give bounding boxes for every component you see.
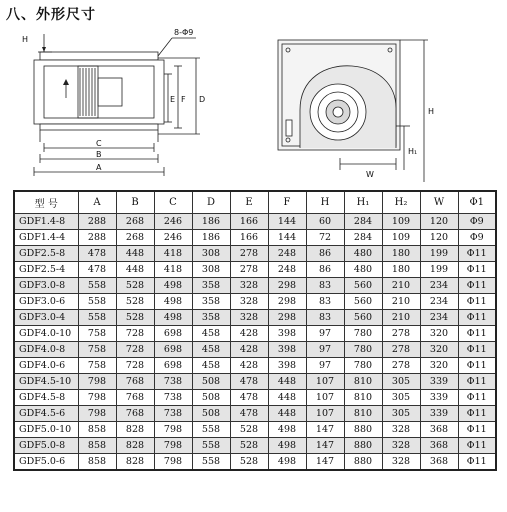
- dimension-cell: 83: [306, 294, 344, 310]
- front-dim-h-label: H: [428, 107, 435, 116]
- dimension-cell: 278: [382, 342, 420, 358]
- dimension-cell: 798: [154, 454, 192, 471]
- dimension-cell: 248: [268, 262, 306, 278]
- dimension-cell: 339: [420, 374, 458, 390]
- dimension-cell: 560: [344, 278, 382, 294]
- dim-e-label: E: [170, 95, 176, 104]
- dimension-cell: 448: [268, 374, 306, 390]
- dimension-cell: 246: [154, 230, 192, 246]
- dimension-cell: 180: [382, 262, 420, 278]
- dimension-cell: 210: [382, 278, 420, 294]
- dimension-cell: 828: [116, 438, 154, 454]
- dim-b-label: B: [96, 150, 102, 159]
- dimension-cell: 858: [78, 438, 116, 454]
- dimension-cell: 210: [382, 310, 420, 326]
- dimension-cell: 498: [268, 454, 306, 471]
- dimension-cell: 398: [268, 342, 306, 358]
- dimension-cell: 780: [344, 326, 382, 342]
- dimension-cell: 166: [230, 230, 268, 246]
- dimension-cell: 528: [230, 422, 268, 438]
- table-row: [14, 326, 496, 342]
- dimension-cell: 448: [116, 262, 154, 278]
- dimension-cell: 234: [420, 310, 458, 326]
- dimension-cell: 107: [306, 374, 344, 390]
- hole-spec-label: 8-Φ9: [174, 28, 194, 37]
- dimension-cell: 72: [306, 230, 344, 246]
- model-cell: GDF4.0-10: [14, 326, 78, 342]
- model-cell: GDF2.5-4: [14, 262, 78, 278]
- dimension-cell: 234: [420, 294, 458, 310]
- dimension-cell: 358: [192, 310, 230, 326]
- header-b: B: [116, 191, 154, 214]
- dimension-cell: 480: [344, 262, 382, 278]
- dimension-cell: 109: [382, 214, 420, 230]
- dimension-cell: 328: [382, 454, 420, 471]
- dimension-cell: 328: [230, 294, 268, 310]
- dimension-cell: 120: [420, 214, 458, 230]
- dimension-cell: 398: [268, 358, 306, 374]
- table-row: [14, 358, 496, 374]
- dimension-cell: 828: [116, 422, 154, 438]
- table-row: [14, 374, 496, 390]
- dimension-cell: 798: [78, 406, 116, 422]
- table-body: [14, 214, 496, 471]
- dimension-cell: 810: [344, 374, 382, 390]
- dimension-cell: 199: [420, 262, 458, 278]
- dimension-cell: Φ11: [458, 246, 496, 262]
- dimension-cell: 268: [116, 214, 154, 230]
- dimension-cell: 498: [268, 422, 306, 438]
- dimension-cell: 288: [78, 230, 116, 246]
- dimension-cell: 828: [116, 454, 154, 471]
- dimension-cell: 768: [116, 406, 154, 422]
- dimension-cell: 248: [268, 246, 306, 262]
- dim-a-label: A: [96, 163, 102, 172]
- dimension-cell: 508: [192, 406, 230, 422]
- dimension-cell: 478: [230, 374, 268, 390]
- dimension-cell: 478: [78, 246, 116, 262]
- dimension-cell: 107: [306, 406, 344, 422]
- dimension-cell: 97: [306, 326, 344, 342]
- dimension-cell: 810: [344, 390, 382, 406]
- dimension-cell: 398: [268, 326, 306, 342]
- dimension-cell: 508: [192, 390, 230, 406]
- dimension-cell: Φ9: [458, 230, 496, 246]
- dimension-cell: 448: [268, 390, 306, 406]
- dimension-cell: 144: [268, 230, 306, 246]
- dimension-cell: 298: [268, 310, 306, 326]
- dimension-cell: 558: [192, 438, 230, 454]
- dimension-cell: 478: [230, 390, 268, 406]
- dimension-cell: 698: [154, 342, 192, 358]
- dimension-cell: 358: [192, 294, 230, 310]
- model-cell: GDF5.0-6: [14, 454, 78, 471]
- table-row: [14, 390, 496, 406]
- dimension-cell: 728: [116, 342, 154, 358]
- dimension-cell: 339: [420, 406, 458, 422]
- dimension-cell: 186: [192, 230, 230, 246]
- dimension-cell: 144: [268, 214, 306, 230]
- dimension-cell: 428: [230, 342, 268, 358]
- dimension-cell: 328: [230, 278, 268, 294]
- dimension-cell: 558: [192, 454, 230, 471]
- table-row: [14, 310, 496, 326]
- dimension-cell: 199: [420, 246, 458, 262]
- dimension-cell: 305: [382, 390, 420, 406]
- model-cell: GDF5.0-8: [14, 438, 78, 454]
- dimension-cell: 768: [116, 390, 154, 406]
- dimension-cell: 86: [306, 246, 344, 262]
- dimension-cell: Φ11: [458, 326, 496, 342]
- dim-c-label: C: [96, 139, 102, 148]
- table-row: [14, 214, 496, 230]
- dimension-cell: 558: [78, 278, 116, 294]
- dimension-cell: 478: [230, 406, 268, 422]
- table-row: [14, 454, 496, 471]
- dimension-cell: Φ9: [458, 214, 496, 230]
- header-d: D: [192, 191, 230, 214]
- dimension-cell: 284: [344, 214, 382, 230]
- dimension-cell: 558: [78, 310, 116, 326]
- dimension-cell: 60: [306, 214, 344, 230]
- dimension-cell: 768: [116, 374, 154, 390]
- dimension-cell: 368: [420, 422, 458, 438]
- dimension-cell: 558: [192, 422, 230, 438]
- dimension-cell: 560: [344, 310, 382, 326]
- dimension-cell: 880: [344, 422, 382, 438]
- table-row: [14, 438, 496, 454]
- dimension-cell: 278: [230, 246, 268, 262]
- dimension-cell: 498: [154, 294, 192, 310]
- dimension-cell: 418: [154, 246, 192, 262]
- dimension-cell: 508: [192, 374, 230, 390]
- side-view-drawing: [34, 34, 200, 176]
- dimension-cell: 798: [78, 390, 116, 406]
- dimension-cell: 528: [230, 454, 268, 471]
- dimension-cell: 458: [192, 358, 230, 374]
- dimension-cell: 728: [116, 358, 154, 374]
- dimension-cell: 528: [116, 278, 154, 294]
- table-row: [14, 422, 496, 438]
- dimension-cell: 234: [420, 278, 458, 294]
- dimension-cell: Φ11: [458, 422, 496, 438]
- dimension-cell: 738: [154, 374, 192, 390]
- dimension-cell: 738: [154, 390, 192, 406]
- dimension-cell: 358: [192, 278, 230, 294]
- table-row: [14, 262, 496, 278]
- dimension-cell: 284: [344, 230, 382, 246]
- dimension-cell: 278: [382, 358, 420, 374]
- dimension-cell: 97: [306, 358, 344, 374]
- dimension-cell: Φ11: [458, 390, 496, 406]
- dimension-cell: Φ11: [458, 406, 496, 422]
- dimension-cell: 305: [382, 374, 420, 390]
- dimension-cell: 858: [78, 454, 116, 471]
- dimension-cell: Φ11: [458, 438, 496, 454]
- dimension-cell: 288: [78, 214, 116, 230]
- dimension-cell: 368: [420, 438, 458, 454]
- dimension-table: [13, 190, 497, 471]
- dimension-cell: 528: [116, 310, 154, 326]
- dimension-cell: 428: [230, 326, 268, 342]
- dimension-cell: 120: [420, 230, 458, 246]
- dimension-cell: 458: [192, 326, 230, 342]
- dimension-cell: 328: [382, 438, 420, 454]
- dimension-cell: 448: [268, 406, 306, 422]
- dimension-cell: 418: [154, 262, 192, 278]
- dimension-cell: 320: [420, 342, 458, 358]
- dimension-cell: Φ11: [458, 358, 496, 374]
- dimension-cell: 858: [78, 422, 116, 438]
- dimension-cell: 107: [306, 390, 344, 406]
- table-row: [14, 294, 496, 310]
- dimension-cell: 97: [306, 342, 344, 358]
- dimension-cell: 698: [154, 326, 192, 342]
- header-model: 型 号: [14, 191, 78, 214]
- dimension-cell: 758: [78, 358, 116, 374]
- model-cell: GDF2.5-8: [14, 246, 78, 262]
- dimension-cell: 320: [420, 326, 458, 342]
- dimension-cell: 147: [306, 422, 344, 438]
- dimension-cell: Φ11: [458, 454, 496, 471]
- dimension-cell: 480: [344, 246, 382, 262]
- dimension-cell: 147: [306, 454, 344, 471]
- table-row: [14, 406, 496, 422]
- model-cell: GDF3.0-8: [14, 278, 78, 294]
- dimension-cell: 246: [154, 214, 192, 230]
- header-e: E: [230, 191, 268, 214]
- dimension-cell: 109: [382, 230, 420, 246]
- dimension-cell: 498: [154, 278, 192, 294]
- dimension-cell: 528: [230, 438, 268, 454]
- dimension-cell: 339: [420, 390, 458, 406]
- dimension-cell: Φ11: [458, 262, 496, 278]
- dimension-cell: 780: [344, 342, 382, 358]
- dimension-cell: 166: [230, 214, 268, 230]
- dim-d-label: D: [199, 95, 206, 104]
- dimension-cell: 180: [382, 246, 420, 262]
- dimension-cell: 86: [306, 262, 344, 278]
- dimension-cell: 83: [306, 310, 344, 326]
- header-hole: Φ1: [458, 191, 496, 214]
- dimension-cell: 498: [154, 310, 192, 326]
- dimension-cell: 558: [78, 294, 116, 310]
- header-w: W: [420, 191, 458, 214]
- dimension-cell: 780: [344, 358, 382, 374]
- table-row: [14, 246, 496, 262]
- model-cell: GDF4.5-8: [14, 390, 78, 406]
- header-c: C: [154, 191, 192, 214]
- dimension-cell: 498: [268, 438, 306, 454]
- model-cell: GDF1.4-8: [14, 214, 78, 230]
- dimension-cell: 278: [230, 262, 268, 278]
- dimension-cell: 528: [116, 294, 154, 310]
- dimension-cell: Φ11: [458, 310, 496, 326]
- dimension-cell: 368: [420, 454, 458, 471]
- dimension-cell: 298: [268, 278, 306, 294]
- front-dim-w-label: W: [366, 170, 374, 179]
- dimension-drawings: [0, 22, 507, 182]
- header-h1: H₁: [344, 191, 382, 214]
- dimension-cell: 798: [78, 374, 116, 390]
- dimension-cell: 880: [344, 438, 382, 454]
- dimension-cell: Φ11: [458, 294, 496, 310]
- model-cell: GDF4.0-6: [14, 358, 78, 374]
- dimension-cell: 758: [78, 342, 116, 358]
- header-a: A: [78, 191, 116, 214]
- table-row: [14, 230, 496, 246]
- header-h: H: [306, 191, 344, 214]
- dimension-cell: 308: [192, 262, 230, 278]
- dimension-cell: 328: [382, 422, 420, 438]
- table-header-row: [14, 191, 496, 214]
- dimension-cell: 560: [344, 294, 382, 310]
- table-row: [14, 342, 496, 358]
- dimension-cell: 210: [382, 294, 420, 310]
- model-cell: GDF5.0-10: [14, 422, 78, 438]
- header-h2: H₂: [382, 191, 420, 214]
- dimension-cell: 428: [230, 358, 268, 374]
- model-cell: GDF3.0-4: [14, 310, 78, 326]
- dimension-cell: 738: [154, 406, 192, 422]
- dimension-cell: 728: [116, 326, 154, 342]
- dimension-cell: 880: [344, 454, 382, 471]
- dimension-cell: 298: [268, 294, 306, 310]
- dim-h-label: H: [22, 35, 29, 44]
- dimension-cell: Φ11: [458, 278, 496, 294]
- dimension-cell: 320: [420, 358, 458, 374]
- dimension-cell: 698: [154, 358, 192, 374]
- dimension-cell: 305: [382, 406, 420, 422]
- front-view-drawing: [278, 40, 428, 182]
- dimension-cell: 278: [382, 326, 420, 342]
- section-title: 八、外形尺寸: [6, 7, 96, 23]
- dimension-cell: 758: [78, 326, 116, 342]
- front-dim-h1-label: H₁: [408, 147, 418, 156]
- dimension-cell: 147: [306, 438, 344, 454]
- dimension-cell: 328: [230, 310, 268, 326]
- dimension-cell: 478: [78, 262, 116, 278]
- dimension-cell: 83: [306, 278, 344, 294]
- table-row: [14, 278, 496, 294]
- dimension-cell: 798: [154, 422, 192, 438]
- dimension-cell: 308: [192, 246, 230, 262]
- model-cell: GDF3.0-6: [14, 294, 78, 310]
- dimension-cell: 268: [116, 230, 154, 246]
- model-cell: GDF4.5-6: [14, 406, 78, 422]
- model-cell: GDF4.5-10: [14, 374, 78, 390]
- dimension-cell: 798: [154, 438, 192, 454]
- dimension-cell: 448: [116, 246, 154, 262]
- dimension-cell: 810: [344, 406, 382, 422]
- model-cell: GDF4.0-8: [14, 342, 78, 358]
- dimension-cell: 458: [192, 342, 230, 358]
- dim-f-label: F: [181, 95, 186, 104]
- header-f: F: [268, 191, 306, 214]
- dimension-cell: Φ11: [458, 374, 496, 390]
- model-cell: GDF1.4-4: [14, 230, 78, 246]
- dimension-cell: Φ11: [458, 342, 496, 358]
- dimension-cell: 186: [192, 214, 230, 230]
